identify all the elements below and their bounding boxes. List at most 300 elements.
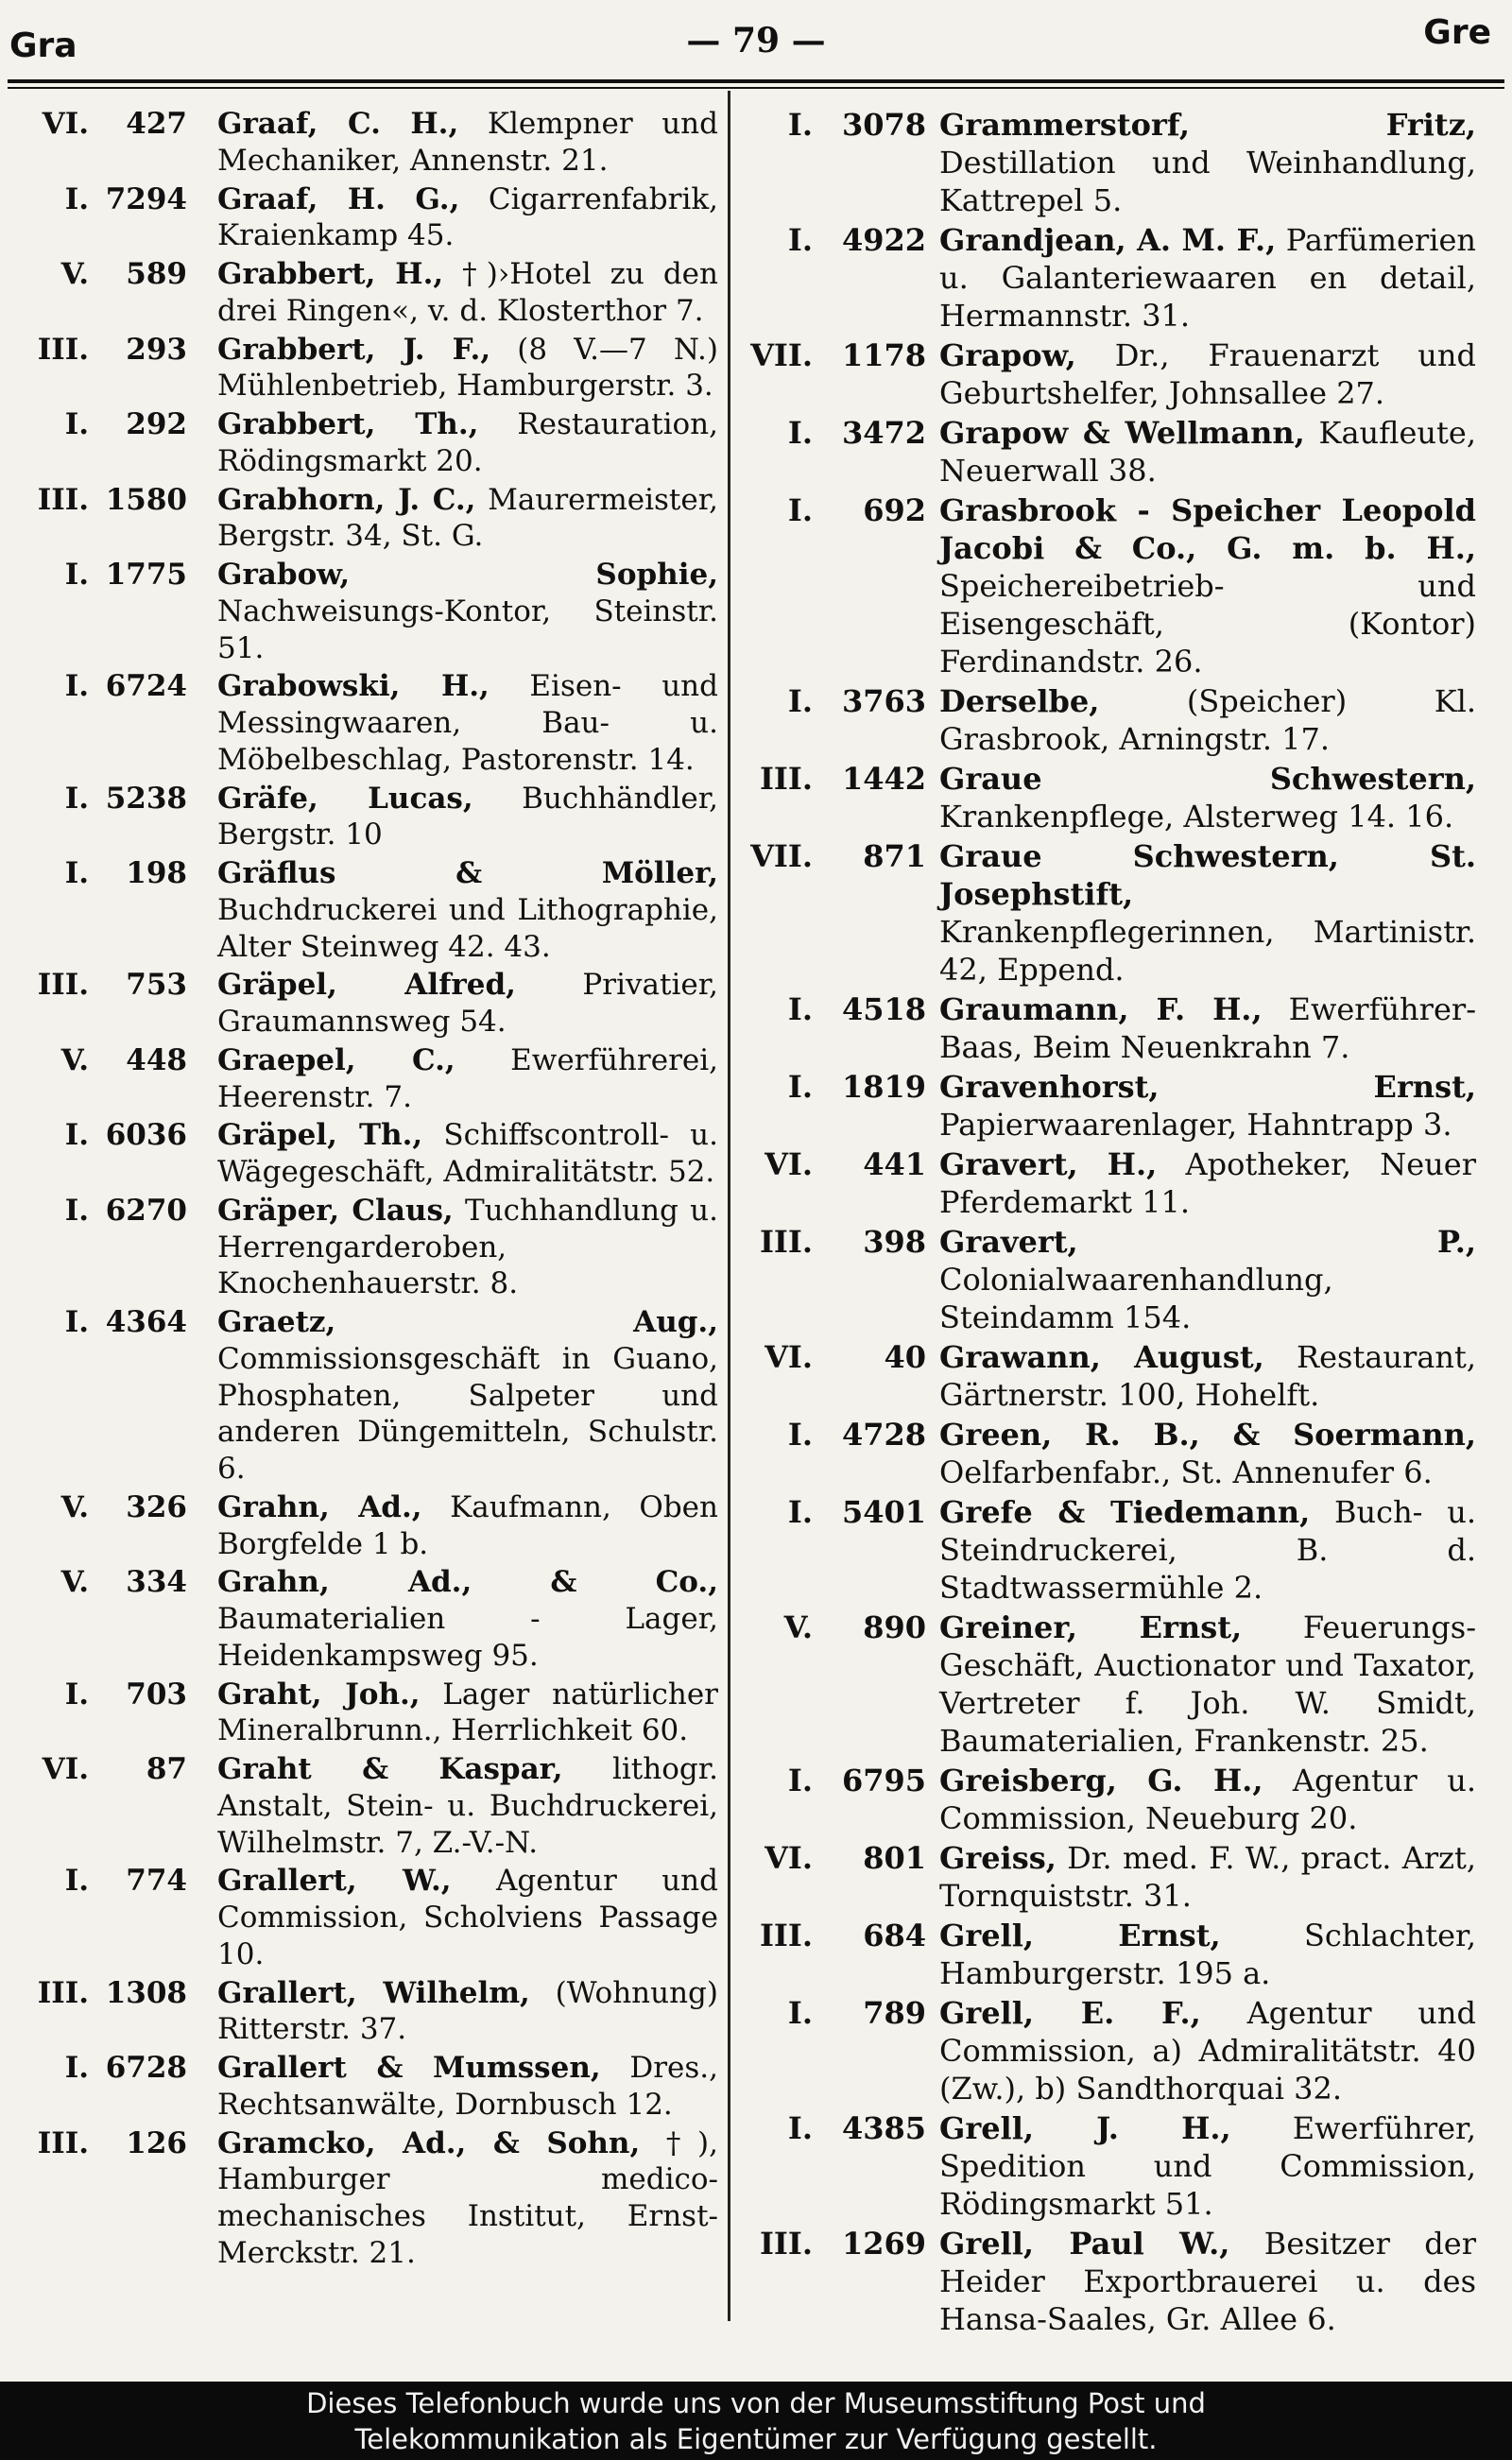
directory-entry <box>739 1223 1476 1336</box>
directory-entry <box>8 2050 718 2124</box>
entry-text <box>939 491 1476 680</box>
entry-details: Ewerführer-Baas, Beim Neuenkrahn 7. <box>939 991 1477 1065</box>
page-header <box>0 4 1512 70</box>
phone-number <box>739 414 926 452</box>
entry-details: Privatier, Graumannsweg 54. <box>217 968 718 1039</box>
entry-details: Restaurant, Gärtnerstr. 100, Hohelft. <box>939 1339 1476 1413</box>
exchange-district: I. <box>64 181 89 216</box>
telephone-number: 1819 <box>841 1069 926 1105</box>
exchange-district: I. <box>787 222 813 258</box>
phone-number <box>739 990 926 1028</box>
exchange-district: I. <box>64 558 89 592</box>
entry-name: Grallert & Mumssen, <box>217 2051 601 2085</box>
phone-number <box>8 1042 187 1079</box>
telephone-number: 427 <box>126 107 187 141</box>
entry-name: Grell, E. F., <box>939 1995 1201 2031</box>
phone-number <box>739 1223 926 1261</box>
entry-name: Graue Schwestern, St. Josephstift, <box>939 838 1476 912</box>
phone-number <box>739 1762 926 1799</box>
exchange-district: I. <box>787 1417 813 1453</box>
phone-number <box>739 1994 926 2032</box>
entry-name: Graumann, F. H., <box>939 991 1263 1027</box>
telephone-number: 6795 <box>841 1763 926 1798</box>
entry-text <box>217 256 718 330</box>
phone-number <box>8 2050 187 2087</box>
phone-number <box>8 1564 187 1601</box>
entry-text <box>217 1117 718 1191</box>
directory-entry <box>8 855 718 965</box>
phone-number <box>739 336 926 374</box>
phone-number <box>8 2125 187 2162</box>
telephone-number: 293 <box>126 332 187 367</box>
entry-name: Grawann, August, <box>939 1339 1264 1375</box>
directory-entry <box>739 1416 1476 1491</box>
exchange-district: III. <box>759 1918 813 1953</box>
exchange-district: I. <box>64 2051 89 2085</box>
exchange-district: I. <box>64 407 89 441</box>
exchange-district: VI. <box>42 107 89 141</box>
telephone-number: 4385 <box>841 2110 926 2146</box>
directory-entry <box>739 1917 1476 1992</box>
exchange-district: I. <box>64 1305 89 1339</box>
telephone-number: 1178 <box>841 337 926 373</box>
exchange-district: V. <box>60 1489 89 1524</box>
directory-entry <box>8 1751 718 1861</box>
exchange-district: I. <box>64 856 89 890</box>
column-divider <box>728 91 730 2321</box>
phone-number <box>8 1863 187 1900</box>
entry-details: Dres., Rechtsanwälte, Dornbusch 12. <box>217 2051 718 2122</box>
right-column <box>739 106 1476 2340</box>
telephone-number: 6036 <box>105 1118 187 1153</box>
exchange-district: VI. <box>765 1339 813 1375</box>
telephone-number: 126 <box>126 2125 187 2160</box>
phone-number <box>739 2109 926 2147</box>
phone-number <box>739 682 926 720</box>
entry-name: Graaf, C. H., <box>217 107 459 141</box>
entry-details: Ewerführer, Spedition und Commission, Rödingsmarkt 51. <box>939 2110 1476 2222</box>
entry-name: Grammerstorf, Fritz, <box>939 107 1476 143</box>
entry-text <box>939 1416 1476 1491</box>
directory-entry <box>739 1608 1476 1760</box>
telephone-number: 890 <box>863 1609 926 1645</box>
telephone-number: 589 <box>126 257 187 291</box>
telephone-number: 753 <box>126 968 187 1003</box>
entry-text <box>939 760 1476 835</box>
telephone-number: 3472 <box>841 415 926 451</box>
entry-name: Grefe & Tiedemann, <box>939 1494 1311 1530</box>
entry-name: Grell, Paul W., <box>939 2226 1230 2262</box>
entry-name: Graht, Joh., <box>217 1677 421 1712</box>
exchange-district: I. <box>64 1677 89 1712</box>
directory-entry <box>8 1042 718 1116</box>
phone-number <box>8 332 187 369</box>
directory-entry <box>739 990 1476 1066</box>
exchange-district: I. <box>787 1763 813 1798</box>
directory-entry <box>8 1193 718 1302</box>
entry-details: Maurermeister, Bergstr. 34, St. G. <box>217 482 718 554</box>
directory-entry <box>739 682 1476 758</box>
entry-name: Gravert, H., <box>939 1146 1158 1182</box>
exchange-district: III. <box>37 968 89 1003</box>
entry-details: Eisen- und Messingwaaren, Bau- u. Möbelbeschlag, Pastorenstr. 14. <box>217 669 718 777</box>
entry-name: Grasbrook - Speicher Leopold Jacobi & Co., G. m. b. H., <box>939 492 1476 566</box>
entry-details: Krankenpflegerinnen, Martinistr. 42, Eppend. <box>939 914 1476 988</box>
entry-name: Grell, J. H., <box>939 2110 1231 2146</box>
telephone-number: 1308 <box>105 1975 187 2010</box>
directory-entry <box>8 1304 718 1488</box>
directory-entry <box>739 491 1476 680</box>
entry-name: Grabhorn, J. C., <box>217 482 476 517</box>
entry-details: Tuchhandlung u. Herrengarderoben, Knochenhauerstr. 8. <box>217 1193 718 1301</box>
directory-entry <box>739 1762 1476 1837</box>
directory-entry <box>8 406 718 480</box>
entry-details: Buchhändler, Bergstr. 10 <box>217 781 718 852</box>
exchange-district: V. <box>60 257 89 291</box>
exchange-district: I. <box>787 1494 813 1530</box>
entry-details: Ewerführerei, Heerenstr. 7. <box>217 1042 718 1114</box>
phone-number <box>739 1493 926 1531</box>
entry-text <box>217 1042 718 1116</box>
entry-details: Nachweisungs-Kontor, Steinstr. 51. <box>217 593 718 665</box>
telephone-number: 3078 <box>841 107 926 143</box>
directory-entry <box>8 2125 718 2272</box>
phone-number <box>739 1145 926 1183</box>
telephone-number: 6728 <box>105 2051 187 2085</box>
entry-details: †), Hamburger medico-mechanisches Institut, Ernst-Merckstr. 21. <box>217 2125 718 2270</box>
entry-name: Grapow, <box>939 337 1076 373</box>
exchange-district: V. <box>783 1609 813 1645</box>
entry-details: †)›Hotel zu den drei Ringen«, v. d. Klosterthor 7. <box>217 257 718 328</box>
directory-entry <box>739 1145 1476 1221</box>
phone-number <box>8 106 187 143</box>
entry-text <box>939 2109 1476 2223</box>
entry-text <box>217 1677 718 1750</box>
exchange-district: III. <box>37 332 89 367</box>
directory-entry <box>739 1839 1476 1915</box>
directory-entry <box>8 1975 718 2049</box>
entry-text <box>939 2225 1476 2338</box>
telephone-number: 334 <box>126 1565 187 1600</box>
directory-entry <box>8 967 718 1041</box>
entry-text <box>217 1304 718 1488</box>
entry-text <box>939 1338 1476 1414</box>
telephone-number: 1269 <box>841 2226 926 2262</box>
entry-details: Speichereibetrieb- und Eisengeschäft, (Kontor) Ferdinandstr. 26. <box>939 568 1476 680</box>
footer-caption <box>0 2382 1512 2460</box>
header-rule-thick <box>8 79 1504 83</box>
telephone-number: 398 <box>863 1224 926 1260</box>
entry-name: Greisberg, G. H., <box>939 1763 1263 1798</box>
exchange-district: I. <box>787 683 813 719</box>
entry-name: Graetz, Aug., <box>217 1305 718 1339</box>
phone-number <box>8 1677 187 1713</box>
telephone-number: 292 <box>126 407 187 441</box>
entry-name: Gräfe, Lucas, <box>217 781 473 816</box>
exchange-district: I. <box>64 781 89 816</box>
entry-name: Grabowski, H., <box>217 669 490 704</box>
entry-details: Papierwaarenlager, Hahntrapp 3. <box>939 1107 1452 1143</box>
entry-details: Schlachter, Hamburgerstr. 195 a. <box>939 1918 1476 1991</box>
entry-text <box>217 967 718 1041</box>
entry-text <box>939 106 1476 219</box>
entry-details: (Speicher) Kl. Grasbrook, Arningstr. 17. <box>939 683 1476 757</box>
entry-text <box>939 1994 1476 2107</box>
entry-name: Graepel, C., <box>217 1042 455 1077</box>
entry-text <box>939 682 1476 758</box>
entry-text <box>217 1193 718 1302</box>
exchange-district: VI. <box>42 1752 89 1786</box>
entry-text <box>217 668 718 778</box>
exchange-district: III. <box>37 2125 89 2160</box>
phone-number <box>8 1975 187 2012</box>
entry-name: Gramcko, Ad., & Sohn, <box>217 2125 641 2160</box>
exchange-district: V. <box>60 1565 89 1600</box>
entry-name: Grandjean, A. M. F., <box>939 222 1277 258</box>
exchange-district: III. <box>759 1224 813 1260</box>
entry-details: lithogr. Anstalt, Stein- u. Buchdruckerei, Wilhelmstr. 7, Z.-V.-N. <box>217 1752 718 1860</box>
exchange-district: I. <box>64 669 89 704</box>
telephone-number: 1442 <box>841 761 926 797</box>
telephone-number: 4364 <box>105 1305 187 1339</box>
directory-entry <box>8 668 718 778</box>
telephone-number: 6270 <box>105 1193 187 1228</box>
exchange-district: I. <box>787 1995 813 2031</box>
entry-name: Grahn, Ad., <box>217 1489 422 1524</box>
exchange-district: VI. <box>765 1146 813 1182</box>
entry-name: Grabbert, Th., <box>217 407 479 441</box>
entry-name: Grell, Ernst, <box>939 1918 1221 1953</box>
phone-number <box>8 406 187 443</box>
footer-line-1: Dieses Telefonbuch wurde uns von der Museumsstiftung Post und <box>306 2387 1206 2419</box>
phone-number <box>739 1608 926 1646</box>
telephone-number: 774 <box>126 1864 187 1899</box>
entry-details: Feuerungs-Geschäft, Auctionator und Taxator, Vertreter f. Joh. W. Smidt, Baumaterialien, Frankenstr. 25. <box>939 1609 1476 1759</box>
phone-number <box>8 557 187 593</box>
telephone-number: 789 <box>863 1995 926 2031</box>
directory-entry <box>8 781 718 854</box>
entry-text <box>217 1863 718 1972</box>
entry-details: Agentur und Commission, Scholviens Passage 10. <box>217 1864 718 1971</box>
exchange-district: VI. <box>765 1840 813 1876</box>
directory-entry <box>8 181 718 255</box>
exchange-district: VII. <box>750 337 813 373</box>
phone-number <box>8 1751 187 1788</box>
exchange-district: I. <box>787 991 813 1027</box>
phone-number <box>8 482 187 519</box>
directory-entry <box>739 106 1476 219</box>
entry-details: Krankenpflege, Alsterweg 14. 16. <box>939 799 1454 834</box>
telephone-number: 692 <box>863 492 926 528</box>
entry-text <box>217 332 718 405</box>
phone-number <box>739 1416 926 1454</box>
exchange-district: III. <box>37 482 89 517</box>
phone-number <box>739 1068 926 1106</box>
exchange-district: I. <box>64 1193 89 1228</box>
directory-entry <box>739 1338 1476 1414</box>
exchange-district: I. <box>787 107 813 143</box>
entry-details: Oelfarbenfabr., St. Annenufer 6. <box>939 1454 1433 1490</box>
entry-details: (Wohnung) Ritterstr. 37. <box>217 1975 718 2047</box>
directory-entry <box>8 332 718 405</box>
directory-entry <box>739 2225 1476 2338</box>
entry-text <box>939 1223 1476 1336</box>
entry-details: Besitzer der Heider Exportbrauerei u. des Hansa-Saales, Gr. Allee 6. <box>939 2226 1476 2337</box>
phone-number <box>8 1117 187 1154</box>
entry-text <box>217 781 718 854</box>
exchange-district: I. <box>64 1118 89 1153</box>
entry-text <box>217 2050 718 2124</box>
page-number: — 79 — <box>686 21 826 60</box>
entry-details: Lager natürlicher Mineralbrunn., Herrlichkeit 60. <box>217 1677 718 1748</box>
phone-number <box>739 1338 926 1376</box>
exchange-district: III. <box>37 1975 89 2010</box>
phone-number <box>8 967 187 1004</box>
phone-number <box>739 491 926 529</box>
entry-text <box>939 221 1476 335</box>
entry-name: Grallert, W., <box>217 1864 452 1899</box>
entry-name: Greiner, Ernst, <box>939 1609 1243 1645</box>
entry-name: Gräflus & Möller, <box>217 856 718 890</box>
telephone-number: 40 <box>884 1339 926 1375</box>
entry-details: Colonialwaarenhandlung, Steindamm 154. <box>939 1262 1333 1335</box>
entry-text <box>217 406 718 480</box>
entry-details: Commissionsgeschäft in Guano, Phosphaten, Salpeter und anderen Düngemitteln, Schulstr. 6. <box>217 1341 718 1486</box>
telephone-number: 6724 <box>105 669 187 704</box>
entry-name: Derselbe, <box>939 683 1100 719</box>
header-rule-thin <box>8 87 1504 89</box>
exchange-district: I. <box>787 2110 813 2146</box>
entry-text <box>217 106 718 180</box>
entry-details: Parfümerien u. Galanteriewaaren en detail, Hermannstr. 31. <box>939 222 1477 334</box>
entry-details: Kaufmann, Oben Borgfelde 1 b. <box>217 1489 718 1561</box>
exchange-district: III. <box>759 2226 813 2262</box>
entry-name: Graue Schwestern, <box>939 761 1476 797</box>
entry-details: Buch- u. Steindruckerei, B. d. Stadtwassermühle 2. <box>939 1494 1477 1606</box>
entry-text <box>939 837 1476 989</box>
entry-text <box>939 1839 1476 1915</box>
directory-entry <box>8 557 718 666</box>
telephone-number: 1775 <box>105 558 187 592</box>
entry-details: Apotheker, Neuer Pferdemarkt 11. <box>939 1146 1477 1220</box>
left-column <box>8 106 718 2274</box>
directory-entry <box>8 482 718 556</box>
entry-details: Destillation und Weinhandlung, Kattrepel 5. <box>939 145 1476 218</box>
directory-entry <box>8 1117 718 1191</box>
directory-entry <box>739 1068 1476 1144</box>
directory-entry <box>8 1677 718 1750</box>
phone-number <box>739 2225 926 2262</box>
telephone-number: 441 <box>863 1146 926 1182</box>
entry-text <box>217 1751 718 1861</box>
entry-details: Agentur u. Commission, Neueburg 20. <box>939 1763 1477 1836</box>
exchange-district: I. <box>787 492 813 528</box>
entry-text <box>217 482 718 556</box>
telephone-number: 801 <box>863 1840 926 1876</box>
entry-text <box>217 1975 718 2049</box>
exchange-district: I. <box>787 1069 813 1105</box>
entry-text <box>939 1145 1476 1221</box>
exchange-district: I. <box>64 1864 89 1899</box>
phone-number <box>8 1489 187 1526</box>
exchange-district: V. <box>60 1042 89 1077</box>
telephone-number: 703 <box>126 1677 187 1712</box>
directory-entry <box>739 1493 1476 1607</box>
entry-name: Gräpel, Th., <box>217 1118 423 1153</box>
telephone-number: 7294 <box>105 181 187 216</box>
entry-name: Green, R. B., & Soermann, <box>939 1417 1476 1453</box>
telephone-number: 448 <box>126 1042 187 1077</box>
entry-details: Klempner und Mechaniker, Annenstr. 21. <box>217 107 718 178</box>
telephone-number: 1580 <box>105 482 187 517</box>
directory-entry <box>8 1489 718 1563</box>
entry-name: Grahn, Ad., & Co., <box>217 1565 718 1600</box>
telephone-number: 5401 <box>841 1494 926 1530</box>
entry-text <box>939 1762 1476 1837</box>
directory-entry <box>739 336 1476 412</box>
entry-name: Grabow, Sophie, <box>217 558 718 592</box>
phone-number <box>739 221 926 259</box>
entry-name: Grabbert, H., <box>217 257 444 291</box>
entry-text <box>939 1917 1476 1992</box>
directory-entry <box>8 256 718 330</box>
directory-entry <box>739 414 1476 490</box>
telephone-number: 871 <box>863 838 926 874</box>
phone-number <box>739 837 926 875</box>
entry-text <box>939 1068 1476 1144</box>
phone-number <box>8 256 187 293</box>
entry-details: Dr., Frauenarzt und Geburtshelfer, Johnsallee 27. <box>939 337 1476 411</box>
entry-name: Graht & Kaspar, <box>217 1752 563 1786</box>
entry-text <box>217 1564 718 1674</box>
directory-entry <box>739 1994 1476 2107</box>
directory-entry <box>739 760 1476 835</box>
entry-text <box>217 557 718 666</box>
entry-name: Grapow & Wellmann, <box>939 415 1305 451</box>
telephone-number: 4518 <box>841 991 926 1027</box>
phone-number <box>739 1917 926 1954</box>
entry-name: Gräper, Claus, <box>217 1193 454 1228</box>
entry-text <box>217 181 718 255</box>
entry-text <box>939 414 1476 490</box>
telephone-number: 5238 <box>105 781 187 816</box>
telephone-number: 3763 <box>841 683 926 719</box>
entry-details: (8 V.—7 N.) Mühlenbetrieb, Hamburgerstr. 3. <box>217 332 718 404</box>
phone-number <box>8 668 187 705</box>
directory-entry <box>8 1564 718 1674</box>
telephone-number: 684 <box>863 1918 926 1953</box>
exchange-district: VII. <box>750 838 813 874</box>
entry-name: Greiss, <box>939 1840 1057 1876</box>
entry-details: Cigarrenfabrik, Kraienkamp 45. <box>217 181 718 253</box>
directory-entry <box>8 106 718 180</box>
entry-text <box>939 336 1476 412</box>
entry-details: Baumaterialien - Lager, Heidenkampsweg 95. <box>217 1602 718 1673</box>
entry-text <box>217 1489 718 1563</box>
telephone-number: 4728 <box>841 1417 926 1453</box>
entry-text <box>939 1608 1476 1760</box>
phone-number <box>8 855 187 892</box>
entry-text <box>939 1493 1476 1607</box>
entry-text <box>217 2125 718 2272</box>
directory-entry <box>739 221 1476 335</box>
entry-name: Grallert, Wilhelm, <box>217 1975 530 2010</box>
footer-line-2: Telekommunikation als Eigentümer zur Verfügung gestellt. <box>354 2423 1158 2455</box>
phone-number <box>8 181 187 218</box>
entry-text <box>939 990 1476 1066</box>
header-right-keyword: Gre <box>1423 13 1491 52</box>
entry-details: Buchdruckerei und Lithographie, Alter Steinweg 42. 43. <box>217 892 718 964</box>
